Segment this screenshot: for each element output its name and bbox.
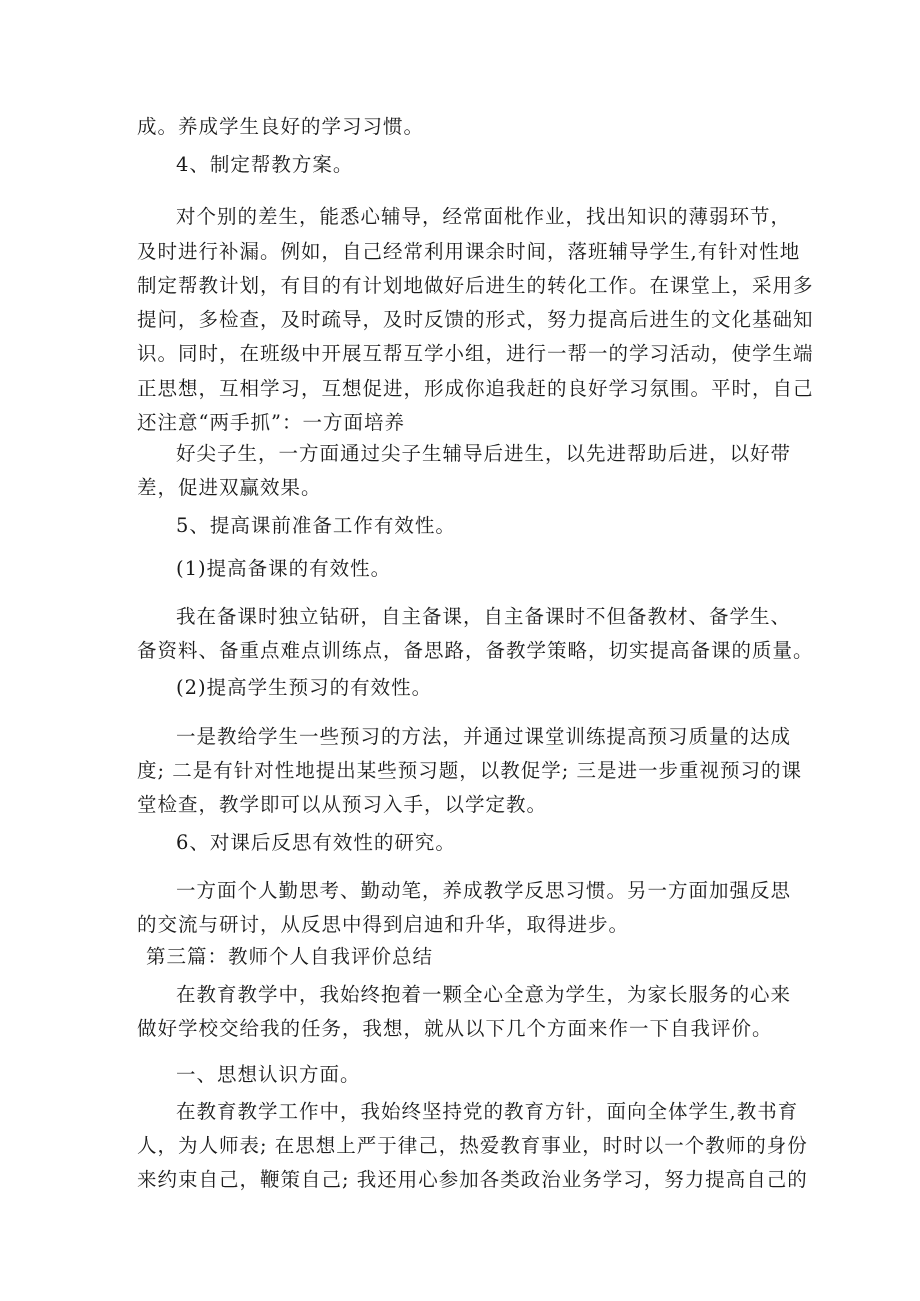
paragraph-line: 人，为人师表; 在思想上严于律己，热爱教育事业，时时以一个教师的身份 <box>137 1134 808 1157</box>
section-heading: 4、制定帮教方案。 <box>176 153 354 176</box>
section-heading: 一、思想认识方面。 <box>176 1063 361 1086</box>
paragraph-line: 制定帮教计划，有目的有计划地做好后进生的转化工作。在课堂上，采用多 <box>137 274 814 297</box>
paragraph-line: 还注意“两手抓”：一方面培养 <box>137 411 405 434</box>
subsection-heading: (2)提高学生预习的有效性。 <box>176 676 433 699</box>
paragraph-line: 我在备课时独立钻研，自主备课，自主备课时不但备教材、备学生、 <box>176 605 792 628</box>
paragraph-line: 做好学校交给我的任务，我想，就从以下几个方面来作一下自我评价。 <box>137 1017 773 1040</box>
paragraph-line: 的交流与研讨，从反思中得到启迪和升华，取得进步。 <box>137 913 630 936</box>
paragraph-line: 堂检查，教学即可以从预习入手，以学定教。 <box>137 793 548 816</box>
chapter-title: 第三篇：教师个人自我评价总结 <box>146 945 434 968</box>
section-heading: 5、提高课前准备工作有效性。 <box>176 514 456 537</box>
paragraph-line: 对个别的差生，能悉心辅导，经常面枇作业，找出知识的薄弱环节， <box>176 205 792 228</box>
paragraph-line: 正思想，互相学习，互想促进，形成你追我赶的良好学习氛围。平时，自己 <box>137 377 814 400</box>
paragraph-line: 成。养成学生良好的学习习惯。 <box>137 115 425 138</box>
paragraph-line: 提问，多检查，及时疏导，及时反馈的形式，努力提高后进生的文化基础知 <box>137 308 814 331</box>
paragraph-line: 备资料、备重点难点训练点，备思路，备教学策略，切实提高备课的质量。 <box>137 639 814 662</box>
paragraph-line: 好尖子生，一方面通过尖子生辅导后进生，以先进帮助后进，以好带 <box>176 442 792 465</box>
subsection-heading: (1)提高备课的有效性。 <box>176 557 392 580</box>
paragraph-line: 在教育教学工作中，我始终坚持党的教育方针，面向全体学生,教书育 <box>176 1100 799 1123</box>
paragraph-line: 在教育教学中，我始终抱着一颗全心全意为学生，为家长服务的心来 <box>176 983 792 1006</box>
paragraph-line: 及时进行补漏。例如，自己经常利用课余时间，落班辅导学生,有针对性地 <box>137 240 801 263</box>
paragraph-line: 差，促进双赢效果。 <box>137 476 322 499</box>
section-heading: 6、对课后反思有效性的研究。 <box>176 831 456 854</box>
paragraph-line: 一方面个人勤思考、勤动笔，养成教学反思习惯。另一方面加强反思 <box>176 879 792 902</box>
paragraph-line: 度; 二是有针对性地提出某些预习题，以教促学; 三是进一步重视预习的课 <box>137 759 803 782</box>
paragraph-line: 一是教给学生一些预习的方法，并通过课堂训练提高预习质量的达成 <box>176 725 792 748</box>
paragraph-line: 来约束自己，鞭策自己; 我还用心参加各类政治业务学习，努力提高自己的 <box>137 1168 808 1191</box>
paragraph-line: 识。同时，在班级中开展互帮互学小组，进行一帮一的学习活动，使学生端 <box>137 342 814 365</box>
